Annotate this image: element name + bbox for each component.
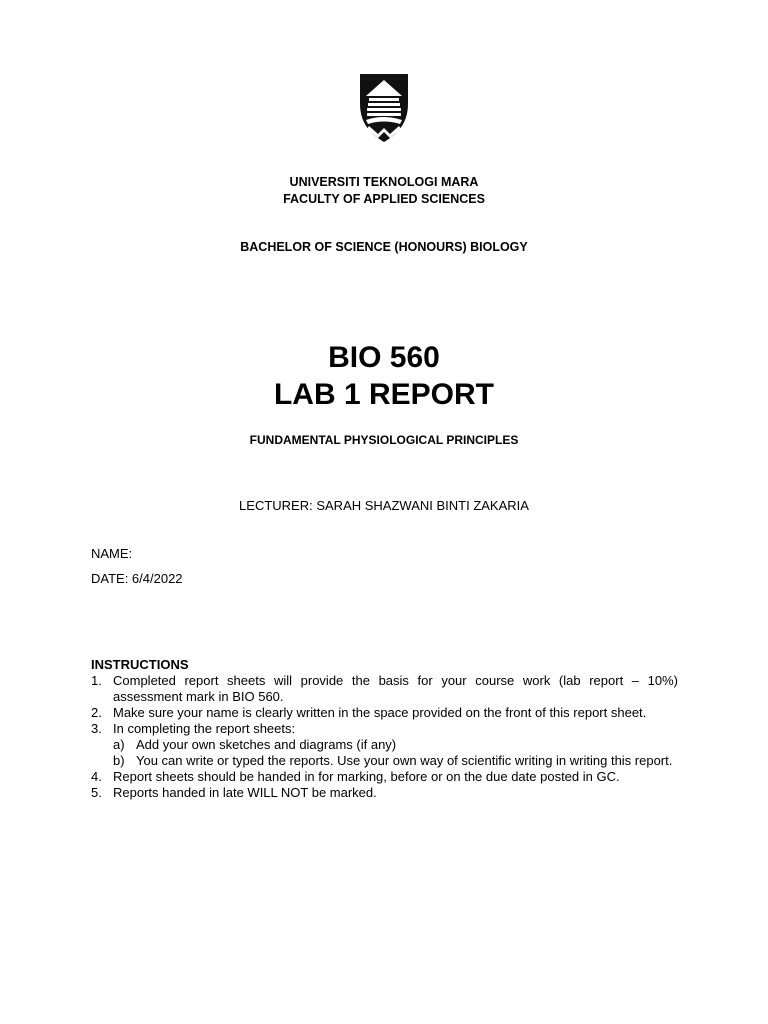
uitm-crest-icon: [360, 74, 408, 142]
sub-item-text: Add your own sketches and diagrams (if any): [136, 737, 397, 752]
instructions-list-continued: [91, 769, 678, 801]
sub-list-item: [113, 737, 678, 753]
sub-list-item: [113, 753, 678, 769]
list-item: [91, 785, 678, 801]
item-number: 2.: [91, 705, 102, 720]
course-code: BIO 560: [328, 341, 440, 374]
list-item: [91, 705, 678, 721]
sub-item-text: You can write or typed the reports. Use your own way of scientific writing in writing this report.: [136, 753, 673, 768]
report-subtitle: FUNDAMENTAL PHYSIOLOGICAL PRINCIPLES: [249, 433, 519, 447]
sub-item-letter: b): [113, 753, 125, 768]
lecturer-name: LECTURER: SARAH SHAZWANI BINTI ZAKARIA: [239, 498, 529, 513]
list-item: [91, 721, 678, 737]
item-number: 3.: [91, 721, 102, 736]
report-title: LAB 1 REPORT: [273, 378, 495, 411]
item-text: Reports handed in late WILL NOT be marked.: [113, 785, 377, 800]
sub-item-letter: a): [113, 737, 125, 752]
university-name: UNIVERSITI TEKNOLOGI MARA: [289, 175, 479, 189]
programme-name: BACHELOR OF SCIENCE (HONOURS) BIOLOGY: [240, 240, 528, 254]
instructions-section: [91, 657, 678, 801]
faculty-name: FACULTY OF APPLIED SCIENCES: [283, 192, 485, 206]
item-text: Completed report sheets will provide the basis for your course work (lab report – 10%) assessment mark in BIO 560.: [113, 673, 678, 704]
item-number: 4.: [91, 769, 102, 784]
item-text: In completing the report sheets:: [113, 721, 296, 736]
instructions-list: [91, 673, 678, 737]
item-number: 5.: [91, 785, 102, 800]
item-text: Report sheets should be handed in for marking, before or on the due date posted in GC.: [113, 769, 620, 784]
date-field: DATE: 6/4/2022: [91, 571, 183, 586]
name-field: NAME:: [91, 546, 133, 561]
item-text: Make sure your name is clearly written in the space provided on the front of this report sheet.: [113, 705, 647, 720]
sub-list: [91, 737, 678, 769]
instructions-heading: INSTRUCTIONS: [91, 657, 189, 672]
item-number: 1.: [91, 673, 102, 688]
list-item: [91, 769, 678, 785]
list-item: [91, 673, 678, 705]
